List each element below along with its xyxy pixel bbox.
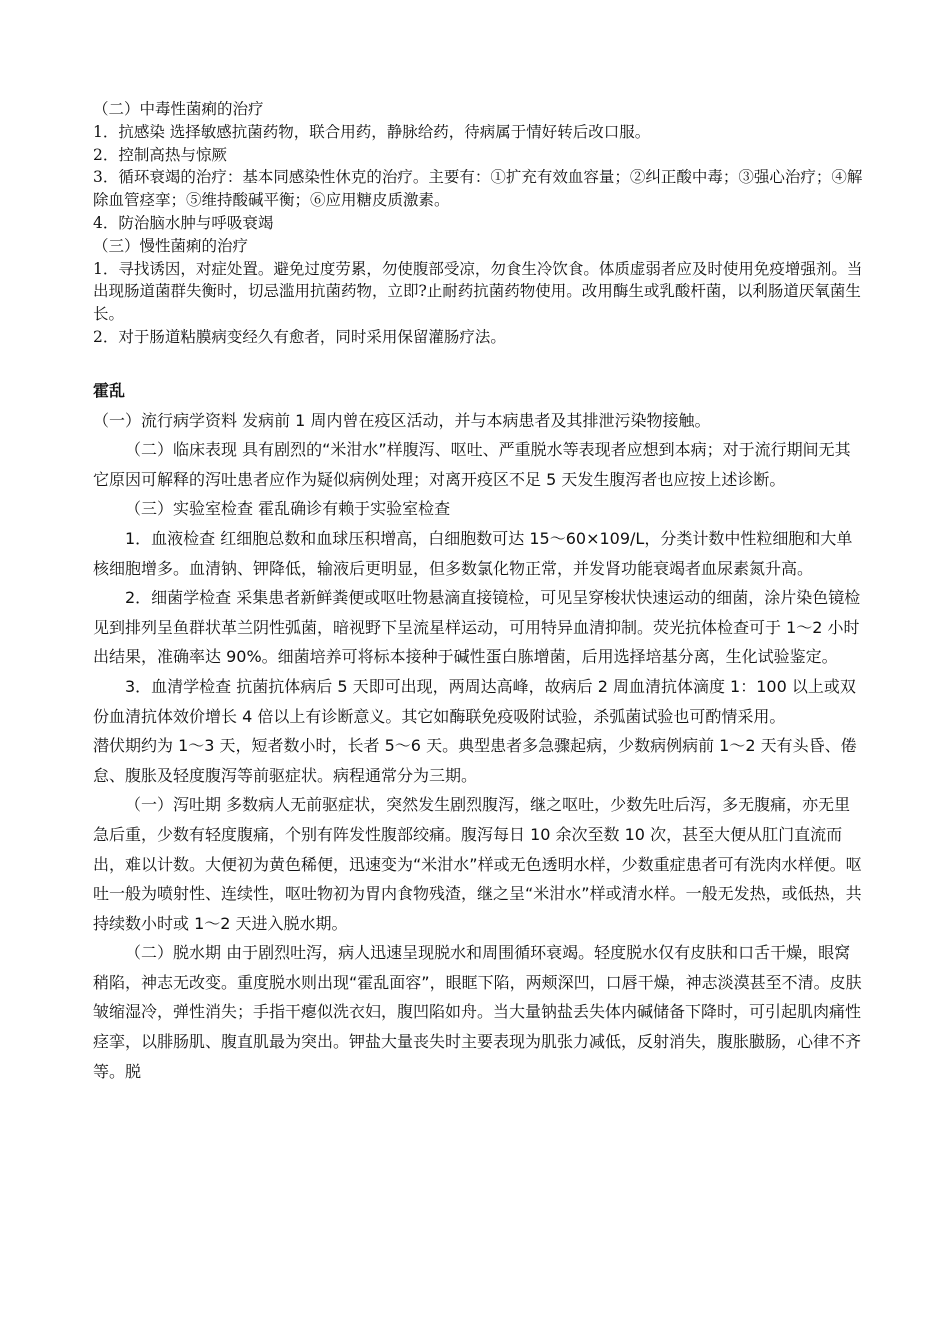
paragraph-clinical: （二）临床表现 具有剧烈的“米泔水”样腹泻、呕吐、严重脱水等表现者应想到本病；对于流行期间无其它原因可解释的泻吐患者应作为疑似病例处理；对离开疫区不足 5 天发生腹泻者也应按上述诊断。 bbox=[93, 440, 851, 489]
cholera-section bbox=[93, 376, 863, 1086]
subheading-toxic-dysentery: （二）中毒性菌痢的治疗 bbox=[93, 100, 264, 118]
paragraph-bacteriology: 2．细菌学检查 采集患者新鲜粪便或呕吐物悬滴直接镜检，可见呈穿梭状快速运动的细菌，涂片染色镜检见到排列呈鱼群状革兰阴性弧菌，暗视野下呈流星样运动，可用特异血清抑制。荧光抗体检查可于 1～2 小时出结果，准确率达 90%。细菌培养可将标本接种于碱性蛋白胨增菌，后用选择培基分离，生化试验鉴定。 bbox=[93, 588, 861, 667]
list-item: 1．寻找诱因，对症处置。避免过度劳累，勿使腹部受凉，勿食生冷饮食。体质虚弱者应及时使用免疫增强剂。当出现肠道菌群失衡时，切忌滥用抗菌药物，立即?止耐药抗菌药物使用。改用酶生或乳酸杆菌，以利肠道厌氧菌生长。 bbox=[93, 259, 863, 324]
paragraph-incubation: 潜伏期约为 1～3 天，短者数小时，长者 5～6 天。典型患者多急骤起病，少数病例病前 1～2 天有头昏、倦怠、腹胀及轻度腹泻等前驱症状。病程通常分为三期。 bbox=[93, 736, 857, 785]
paragraph-epidemiology: （一）流行病学资料 发病前 1 周内曾在疫区活动，并与本病患者及其排泄污染物接触。 bbox=[93, 410, 711, 430]
paragraph-dehydration-stage: （二）脱水期 由于剧烈吐泻，病人迅速呈现脱水和周围循环衰竭。轻度脱水仅有皮肤和口舌干燥，眼窝稍陷，神志无改变。重度脱水则出现“霍乱面容”，眼眶下陷，两颊深凹，口唇干燥，神志淡漠甚至不清。皮肤皱缩湿冷，弹性消失；手指干瘪似洗衣妇，腹凹陷如舟。当大量钠盐丢失体内碱储备下降时，可引起肌肉痛性痉挛，以腓肠肌、腹直肌最为突出。钾盐大量丧失时主要表现为肌张力减低，反射消失，腹胀臌肠，心律不齐等。脱 bbox=[93, 943, 862, 1081]
list-item: 2．对于肠道粘膜病变经久有愈者，同时采用保留灌肠疗法。 bbox=[93, 327, 506, 346]
subheading-chronic-dysentery: （三）慢性菌痢的治疗 bbox=[93, 236, 249, 255]
list-item: 2．控制高热与惊厥 bbox=[93, 145, 227, 164]
paragraph-lab-heading: （三）实验室检查 霍乱确诊有赖于实验室检查 bbox=[125, 499, 451, 519]
list-item: 1．抗感染 选择敏感抗菌药物，联合用药，静脉给药，待病属于情好转后改口服。 bbox=[93, 122, 651, 141]
list-item: 3．循环衰竭的治疗：基本同感染性休克的治疗。主要有：①扩充有效血容量；②纠正酸中毒；③强心治疗；④解除血管痉挛；⑤维持酸碱平衡；⑥应用糖皮质激素。 bbox=[93, 168, 863, 210]
list-item: 4．防治脑水肿与呼吸衰竭 bbox=[93, 213, 274, 232]
paragraph-serology: 3．血清学检查 抗菌抗体病后 5 天即可出现，两周达高峰，故病后 2 周血清抗体滴度 1：100 以上或双份血清抗体效价增长 4 倍以上有诊断意义。其它如酶联免疫吸附试验，杀弧菌试验也可酌情采用。 bbox=[93, 676, 856, 726]
paragraph-diarrhea-stage: （一）泻吐期 多数病人无前驱症状，突然发生剧烈腹泻，继之呕吐，少数先吐后泻，多无腹痛，亦无里急后重，少数有轻度腹痛，个别有阵发性腹部绞痛。腹泻每日 10 余次至数 10 次，甚至大便从肛门直流而出，难以计数。大便初为黄色稀便，迅速变为“米泔水”样或无色透明水样，少数重症患者可有洗肉水样便。呕吐一般为喷射性、连续性，呕吐物初为胃内食物残渣，继之呈“米泔水”样或清水样。一般无发热，或低热，共持续数小时或 1～2 天进入脱水期。 bbox=[93, 795, 862, 933]
section-heading-cholera: 霍乱 bbox=[93, 381, 126, 400]
paragraph-blood-test: 1．血液检查 红细胞总数和血球压积增高，白细胞数可达 15～60×109/L，分类计数中性粒细胞和大单核细胞增多。血清钠、钾降低，输液后更明显，但多数氯化物正常，并发肾功能衰竭者血尿素氮升高。 bbox=[93, 528, 853, 578]
dysentery-treatment-section bbox=[93, 98, 873, 349]
